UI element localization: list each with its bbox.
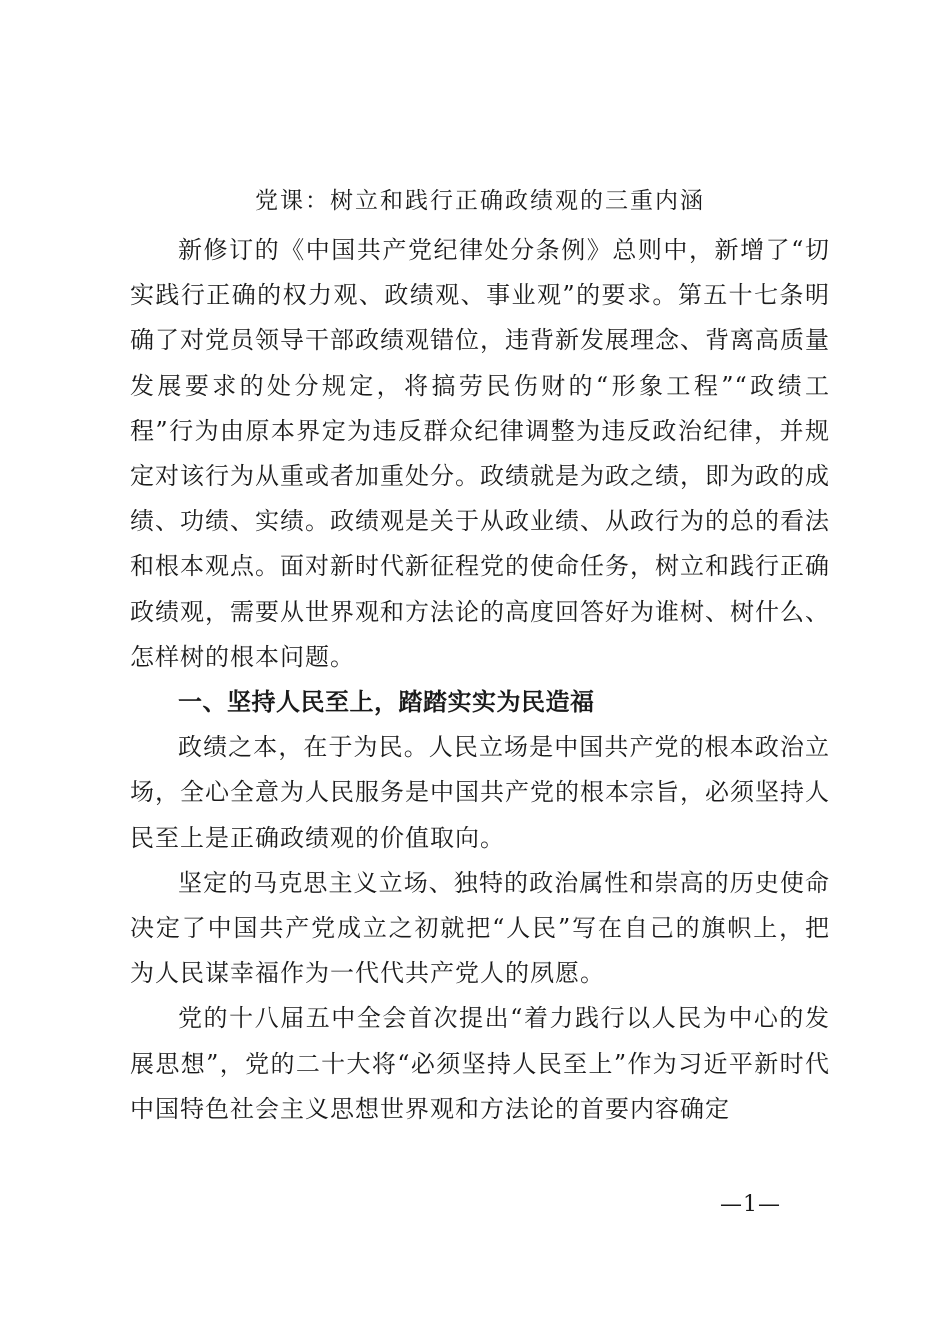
section-paragraph: 坚定的马克思主义立场、独特的政治属性和崇高的历史使命决定了中国共产党成立之初就把“人民”写在自己的旗帜上，把为人民谋幸福作为一代代共产党人的夙愿。 xyxy=(130,868,830,988)
section-paragraph: 政绩之本，在于为民。人民立场是中国共产党的根本政治立场，全心全意为人民服务是中国共产党的根本宗旨，必须坚持人民至上是正确政绩观的价值取向。 xyxy=(130,733,830,852)
document-body xyxy=(130,228,830,1132)
page-number: —1— xyxy=(720,1192,781,1217)
document-title: 党课：树立和践行正确政绩观的三重内涵 xyxy=(255,188,705,214)
section-paragraph: 党的十八届五中全会首次提出“着力践行以人民为中心的发展思想”，党的二十大将“必须坚持人民至上”作为习近平新时代中国特色社会主义思想世界观和方法论的首要内容确定 xyxy=(130,1004,830,1123)
intro-paragraph: 新修订的《中国共产党纪律处分条例》总则中，新增了“切实践行正确的权力观、政绩观、事业观”的要求。第五十七条明确了对党员领导干部政绩观错位，违背新发展理念、背离高质量发展要求的处分规定，将搞劳民伤财的“形象工程”“政绩工程”行为由原本界定为违反群众纪律调整为违反政治纪律，并规定对该行为从重或者加重处分。政绩就是为政之绩，即为政的成绩、功绩、实绩。政绩观是关于从政业绩、从政行为的总的看法和根本观点。面对新时代新征程党的使命任务，树立和践行正确政绩观，需要从世界观和方法论的高度回答好为谁树、树什么、怎样树的根本问题。 xyxy=(130,236,830,671)
section-heading: 一、坚持人民至上，踏踏实实为民造福 xyxy=(178,688,595,717)
